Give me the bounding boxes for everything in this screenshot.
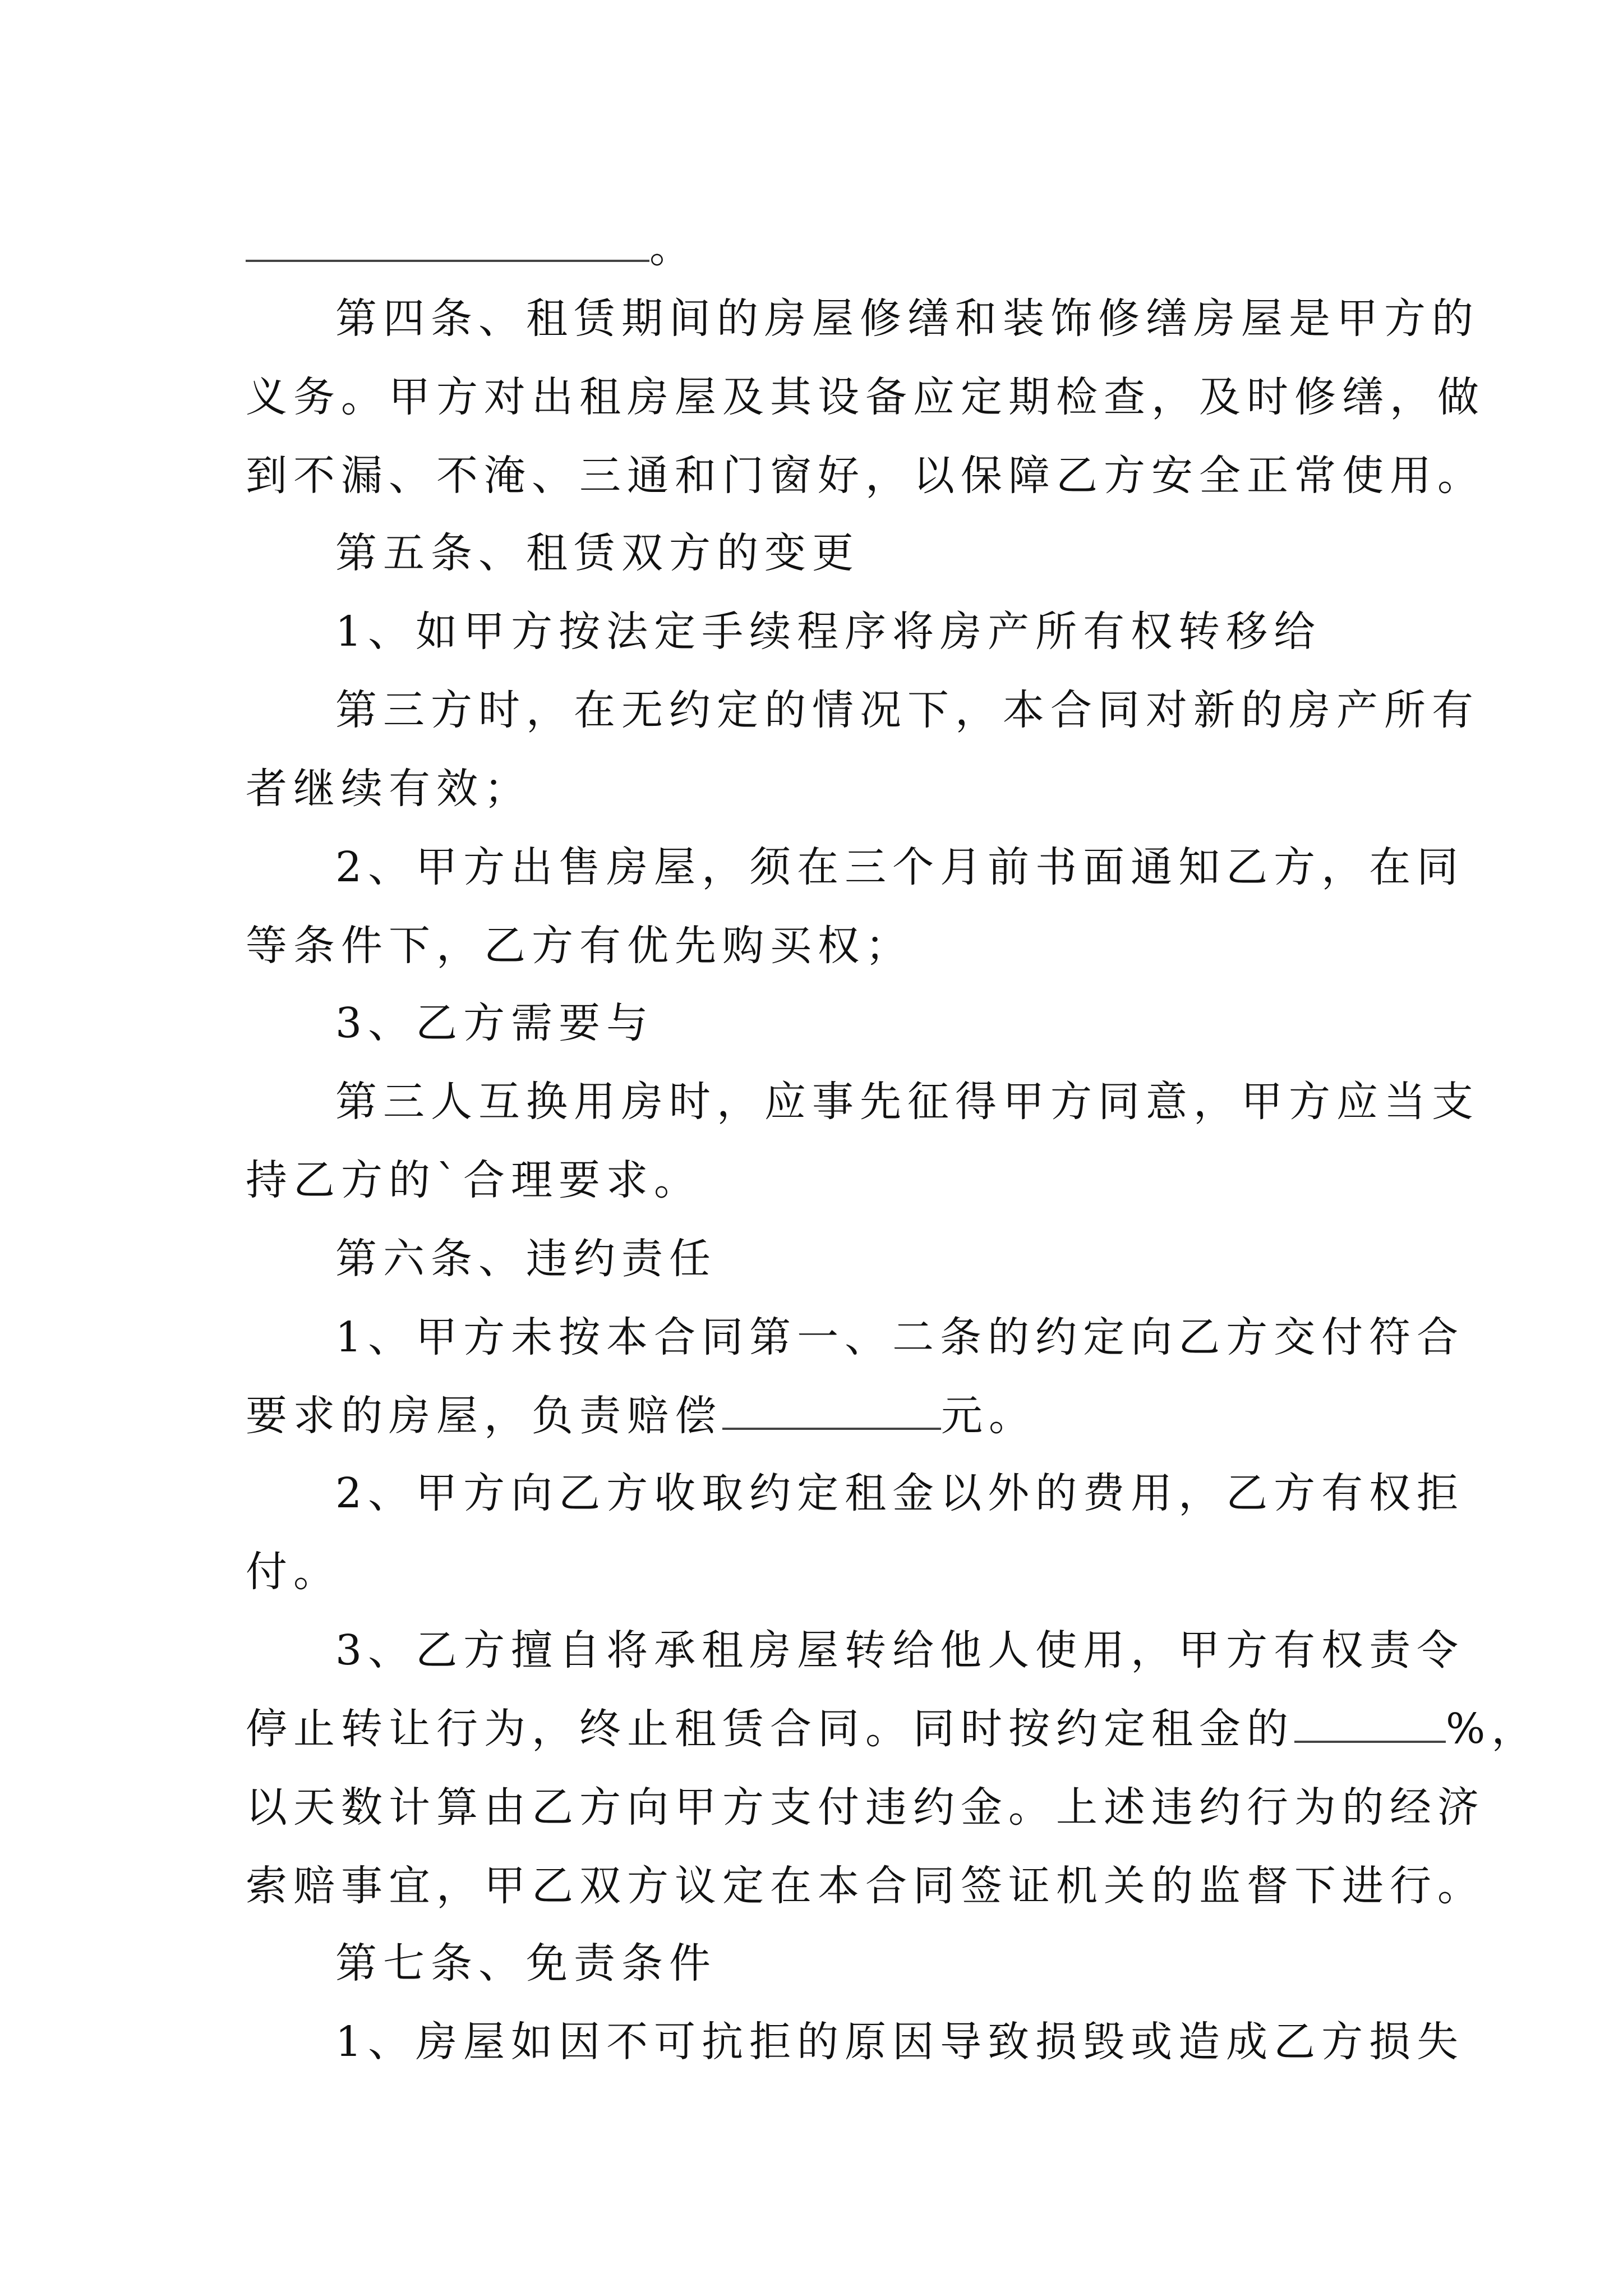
text-fragment: 停止转让行为，终止租赁合同。同时按约定租金的 bbox=[246, 1705, 1294, 1753]
text-fragment: %， bbox=[1446, 1705, 1539, 1753]
paragraph-line: 1、如甲方按法定手续程序将房产所有权转移给 bbox=[335, 608, 1322, 656]
fill-in-blank bbox=[1294, 1713, 1446, 1743]
paragraph-line: 3、乙方擅自将承租房屋转给他人使用，甲方有权责令 bbox=[335, 1626, 1465, 1674]
paragraph-line: 到不漏、不淹、三通和门窗好，以保障乙方安全正常使用。 bbox=[246, 452, 1485, 500]
text-fragment: 要求的房屋，负责赔偿 bbox=[246, 1392, 722, 1440]
paragraph-line: 以天数计算由乙方向甲方支付违约金。上述违约行为的经济 bbox=[246, 1783, 1485, 1832]
paragraph-line: 第三人互换用房时，应事先征得甲方同意，甲方应当支 bbox=[335, 1078, 1479, 1126]
paragraph-line: 2、甲方出售房屋，须在三个月前书面通知乙方，在同 bbox=[335, 843, 1465, 891]
text-fragment: 。 bbox=[649, 224, 697, 272]
paragraph-line: 付。 bbox=[246, 1548, 341, 1596]
leading-blank-line bbox=[246, 214, 697, 282]
paragraph-line: 第三方时，在无约定的情况下，本合同对新的房产所有 bbox=[335, 686, 1479, 734]
paragraph-line: 3、乙方需要与 bbox=[335, 999, 654, 1047]
article-7-heading: 第七条、免责条件 bbox=[335, 1939, 717, 1987]
paragraph-line: 者继续有效； bbox=[246, 765, 532, 813]
article-5-heading: 第五条、租赁双方的变更 bbox=[335, 529, 860, 577]
paragraph-line: 2、甲方向乙方收取约定租金以外的费用，乙方有权拒 bbox=[335, 1469, 1465, 1517]
paragraph-line: 索赔事宜，甲乙双方议定在本合同签证机关的监督下进行。 bbox=[246, 1862, 1485, 1910]
paragraph-line: 持乙方的`合理要求。 bbox=[246, 1156, 702, 1204]
fill-in-blank bbox=[246, 232, 649, 262]
paragraph-line: 1、甲方未按本合同第一、二条的约定向乙方交付符合 bbox=[335, 1313, 1465, 1361]
text-fragment: 元。 bbox=[941, 1392, 1036, 1440]
paragraph-line: 1、房屋如因不可抗拒的原因导致损毁或造成乙方损失 bbox=[335, 2018, 1465, 2066]
paragraph-line: 等条件下，乙方有优先购买权； bbox=[246, 922, 913, 970]
paragraph-line: 义务。甲方对出租房屋及其设备应定期检查，及时修缮，做 bbox=[246, 373, 1485, 421]
fill-in-blank bbox=[722, 1400, 941, 1430]
penalty-rate-line bbox=[246, 1695, 1539, 1763]
article-6-heading: 第六条、违约责任 bbox=[335, 1235, 717, 1283]
compensation-line bbox=[246, 1382, 1036, 1450]
article-4-heading: 第四条、租赁期间的房屋修缮和装饰修缮房屋是甲方的 bbox=[335, 295, 1479, 343]
